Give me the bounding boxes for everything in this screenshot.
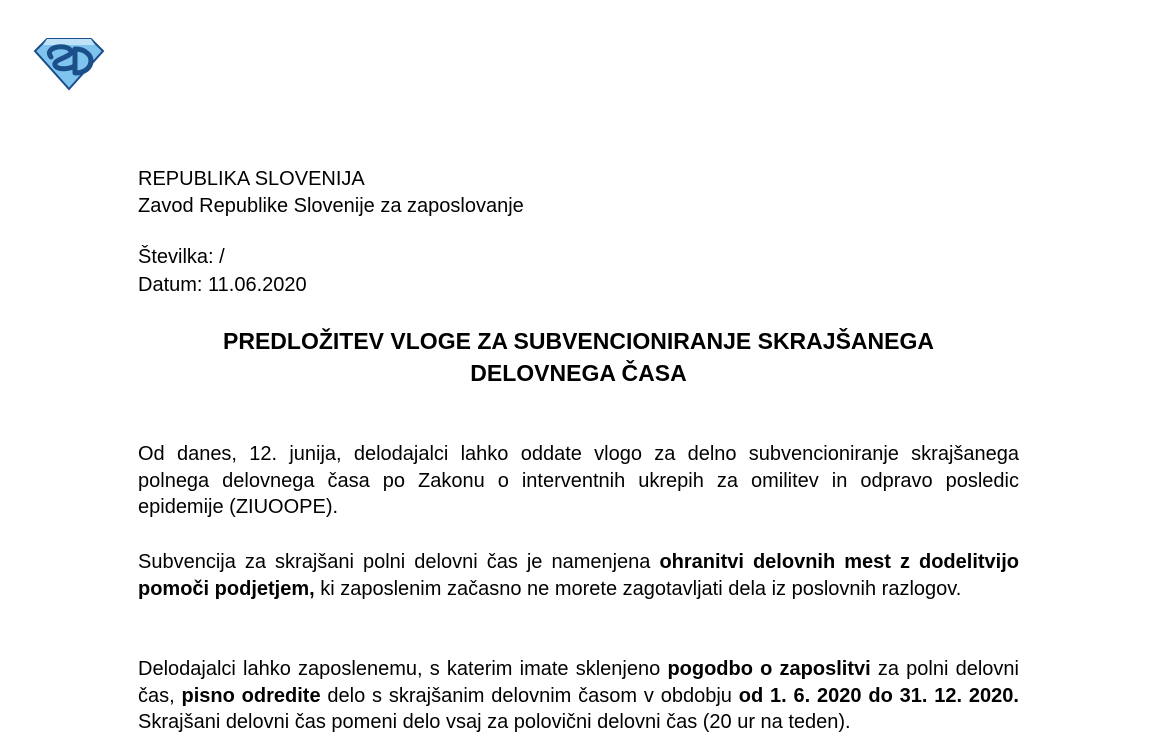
diamond-logo-icon <box>33 37 105 91</box>
paragraph-bold-text: pogodbo o zaposlitvi <box>667 658 871 680</box>
paragraph-text: Subvencija za skrajšani polni delovni čas je namenjena <box>138 551 660 573</box>
document-number: Številka: / <box>138 246 225 268</box>
document-meta <box>138 243 307 299</box>
document-title <box>138 325 1019 389</box>
paragraph-subsidy-purpose <box>138 549 1019 602</box>
document-header <box>138 166 524 220</box>
paragraph-bold-text: ohranitvi delovnih mest z dodelitvijo pomoči podjetjem, <box>138 551 1019 600</box>
paragraph-bold-text: pisno odredite <box>181 684 321 707</box>
institution-name: Zavod Republike Slovenije za zaposlovanje <box>138 195 524 217</box>
title-line-2: DELOVNEGA ČASA <box>470 360 687 386</box>
title-line-1: PREDLOŽITEV VLOGE ZA SUBVENCIONIRANJE SKRAJŠANEGA <box>223 328 934 354</box>
paragraph-text: Skrajšani delovni čas pomeni delo vsaj za polovični delovni čas (20 ur na teden). <box>138 711 851 733</box>
paragraph-text: Delodajalci lahko zaposlenemu, s katerim imate sklenjeno <box>138 658 668 680</box>
paragraph-intro: Od danes, 12. junija, delodajalci lahko oddate vlogo za delno subvencioniranje skrajšanega polnega delovnega časa po Zakonu o interventnih ukrepih za omilitev in odpravo posledic epidemije (ZIUOOPE). <box>138 443 1019 518</box>
country-name: REPUBLIKA SLOVENIJA <box>138 168 365 190</box>
document-date: Datum: 11.06.2020 <box>138 274 307 296</box>
institution-logo <box>33 37 105 91</box>
paragraph-bold-text: od 1. 6. 2020 do 31. 12. 2020. <box>738 684 1019 707</box>
paragraph-text: za polni delovni čas, <box>138 658 1019 707</box>
paragraph-text: ki zaposlenim začasno ne morete zagotavljati dela iz poslovnih razlogov. <box>314 577 962 600</box>
paragraph-text: delo s skrajšanim delovnim časom v obdobju <box>320 684 739 707</box>
paragraph-employer-conditions <box>138 656 1019 736</box>
